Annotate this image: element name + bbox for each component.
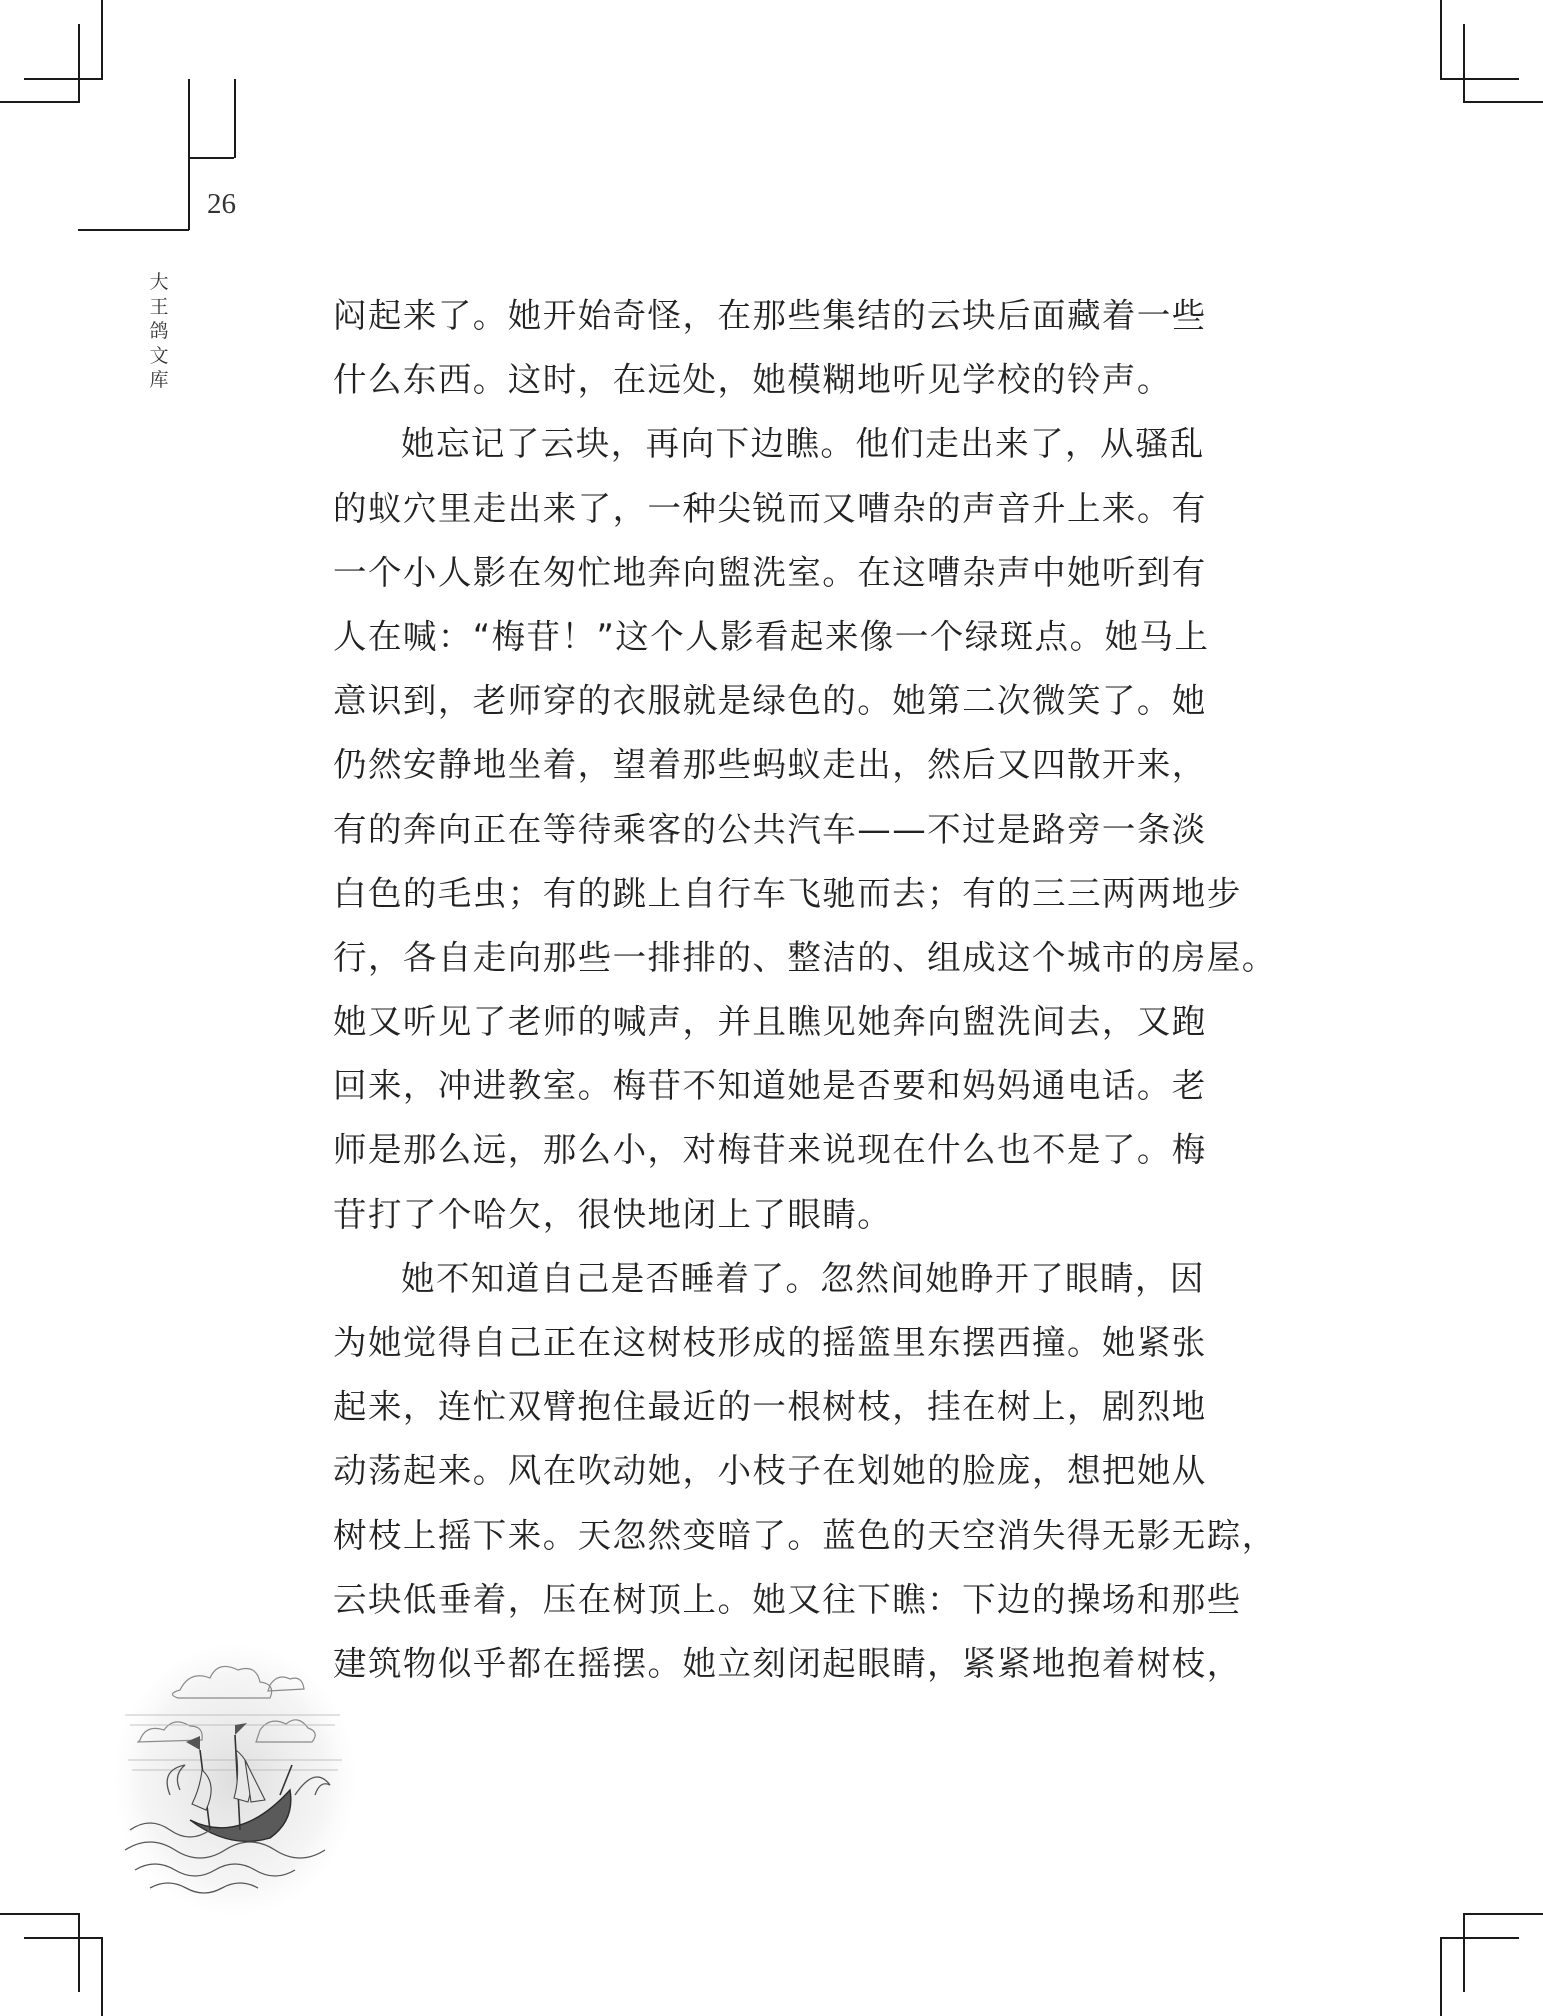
text-line: 云块低垂着，压在树顶上。她又往下瞧：下边的操场和那些 xyxy=(333,1579,1242,1619)
series-char: 鸽 xyxy=(149,320,169,342)
text-line: 有的奔向正在等待乘客的公共汽车——不过是路旁一条淡 xyxy=(333,809,1207,849)
crop-line xyxy=(1440,1937,1442,2016)
text-line: 师是那么远，那么小，对梅苷来说现在什么也不是了。梅 xyxy=(333,1130,1207,1170)
text-line: 建筑物似乎都在摇摆。她立刻闭起眼睛，紧紧地抱着树枝， xyxy=(333,1643,1242,1683)
series-char: 大 xyxy=(149,271,169,293)
page-number: 26 xyxy=(207,188,236,220)
crop-line xyxy=(24,1937,103,1939)
crop-line xyxy=(24,78,103,80)
text-line: 树枝上摇下来。天忽然变暗了。蓝色的天空消失得无影无踪， xyxy=(333,1515,1277,1555)
crop-line xyxy=(1463,1913,1543,1915)
series-char: 库 xyxy=(149,369,169,391)
text-line: 为她觉得自己正在这树枝形成的摇篮里东摆西撞。她紧张 xyxy=(333,1323,1207,1362)
text-line: 起来，连忙双臂抱住最近的一根树枝，挂在树上，剧烈地 xyxy=(333,1387,1207,1427)
crop-line xyxy=(78,24,80,103)
text-line-paragraph-start: 她忘记了云块，再向下边瞧。他们走出来了，从骚乱 xyxy=(401,424,1205,464)
crop-line xyxy=(0,101,80,103)
crop-line xyxy=(1440,0,1442,79)
crop-line xyxy=(1463,24,1465,103)
crop-line xyxy=(1463,101,1543,103)
bracket-line xyxy=(234,79,236,158)
bracket-line xyxy=(188,157,234,159)
body-text xyxy=(333,290,1277,1702)
series-title-vertical xyxy=(148,270,170,393)
bracket-line xyxy=(78,229,189,231)
text-line: 回来，冲进教室。梅苷不知道她是否要和妈妈通电话。老 xyxy=(333,1066,1207,1106)
crop-line xyxy=(78,1913,80,1992)
sailing-ship-in-storm-sketch-icon xyxy=(110,1630,360,1920)
crop-line xyxy=(101,0,103,79)
text-line: 意识到，老师穿的衣服就是绿色的。她第二次微笑了。她 xyxy=(333,681,1207,721)
text-line: 她又听见了老师的喊声，并且瞧见她奔向盥洗间去，又跑 xyxy=(333,1002,1207,1042)
crop-line xyxy=(0,1913,80,1915)
series-char: 文 xyxy=(149,344,169,367)
text-line: 一个小人影在匆忙地奔向盥洗室。在这嘈杂声中她听到有 xyxy=(333,552,1207,592)
crop-line xyxy=(1440,1937,1519,1939)
text-line: 行，各自走向那些一排排的、整洁的、组成这个城市的房屋。 xyxy=(333,937,1277,977)
text-line: 苷打了个哈欠，很快地闭上了眼睛。 xyxy=(333,1194,893,1234)
crop-line xyxy=(101,1937,103,2016)
bracket-line xyxy=(188,79,190,230)
text-line: 什么东西。这时，在远处，她模糊地听见学校的铃声。 xyxy=(333,360,1172,400)
text-line-paragraph-start: 她不知道自己是否睡着了。忽然间她睁开了眼睛，因 xyxy=(401,1258,1205,1298)
text-line: 白色的毛虫；有的跳上自行车飞驰而去；有的三三两两地步 xyxy=(333,873,1242,913)
text-line: 人在喊：“梅苷！”这个人影看起来像一个绿斑点。她马上 xyxy=(333,616,1210,656)
crop-line xyxy=(1440,78,1519,80)
series-char: 王 xyxy=(149,295,169,318)
text-line: 动荡起来。风在吹动她，小枝子在划她的脸庞，想把她从 xyxy=(333,1451,1207,1491)
text-line: 仍然安静地坐着，望着那些蚂蚁走出，然后又四散开来， xyxy=(333,745,1207,785)
text-line: 的蚁穴里走出来了，一种尖锐而又嘈杂的声音升上来。有 xyxy=(333,488,1207,528)
crop-line xyxy=(1463,1913,1465,1992)
text-line: 闷起来了。她开始奇怪，在那些集结的云块后面藏着一些 xyxy=(333,296,1207,335)
